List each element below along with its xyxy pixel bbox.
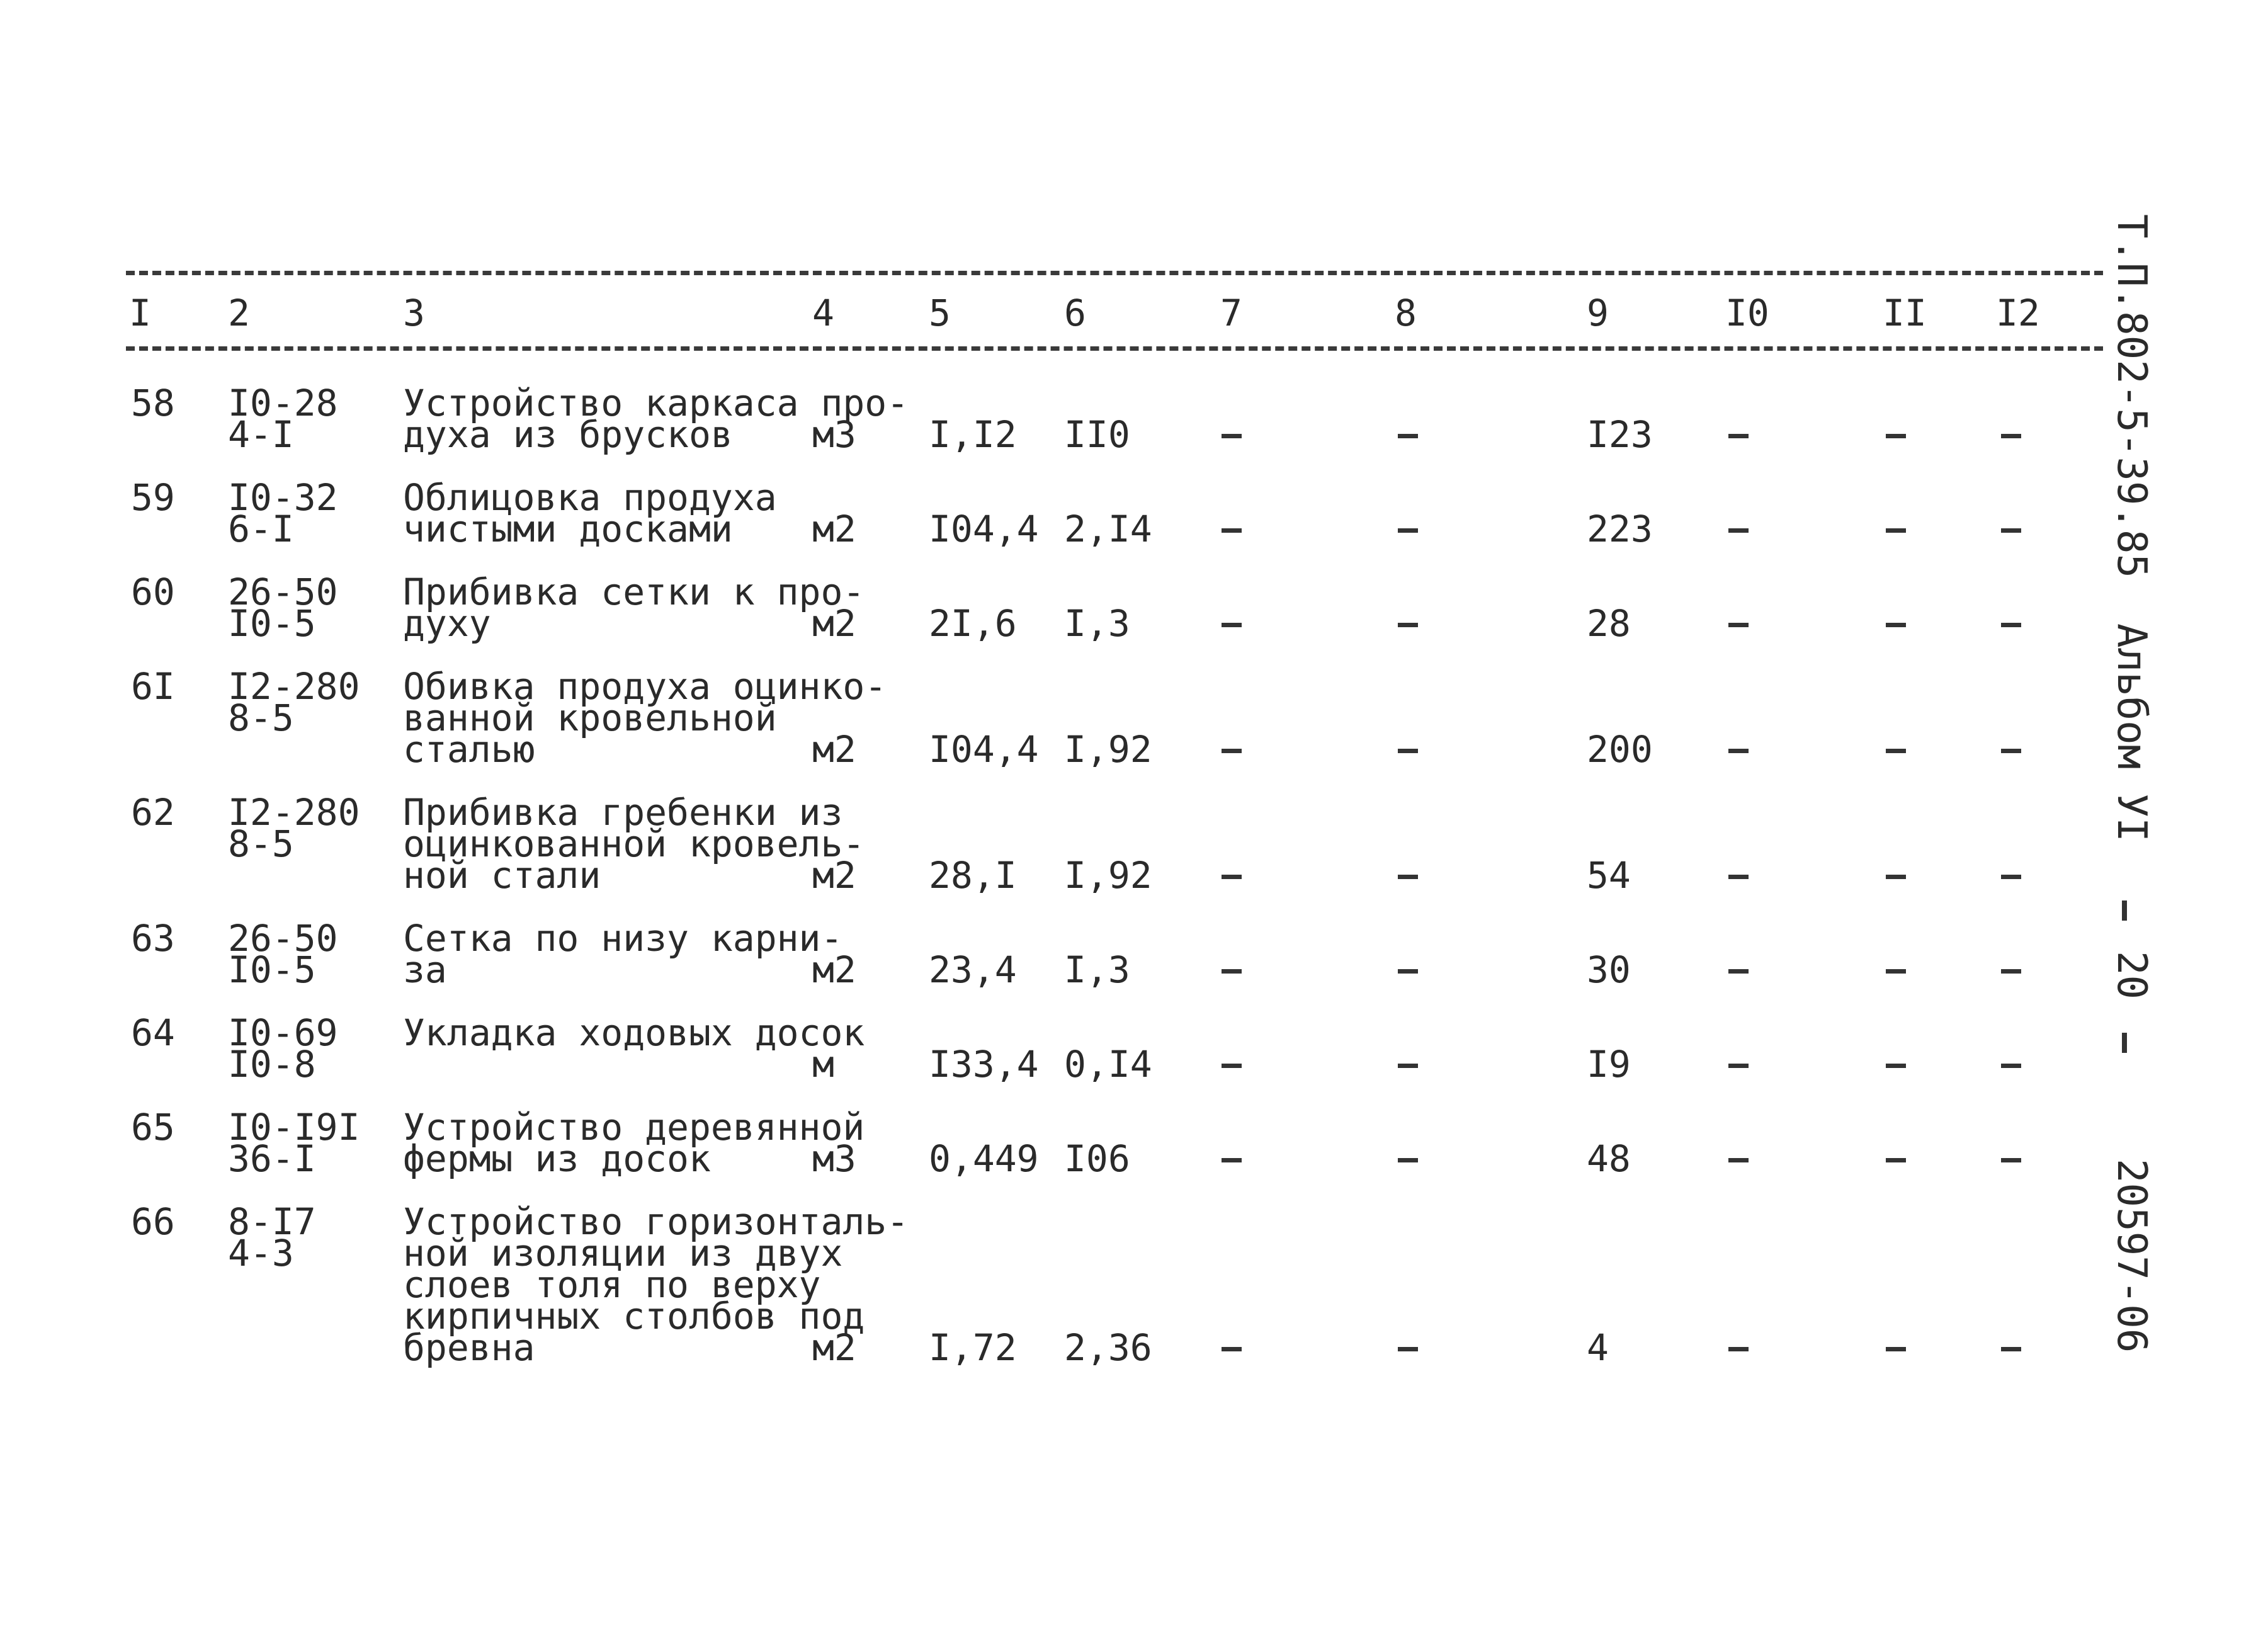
- page-dash-left: [2122, 900, 2127, 921]
- quantity-value: I04,4: [929, 508, 1039, 550]
- col8-dash: [1398, 434, 1418, 438]
- col-header-6: 6: [1064, 292, 1086, 334]
- col11-dash: [1886, 434, 1906, 438]
- row-number: 66: [131, 1200, 175, 1243]
- work-description: Прибивка гребенки из оцинкованной кровель- ной стали: [403, 791, 865, 897]
- row-number: 59: [131, 476, 175, 519]
- col8-dash: [1398, 1064, 1418, 1068]
- col8-dash: [1398, 1158, 1418, 1162]
- rate-value: 2,I4: [1064, 508, 1152, 550]
- col11-dash: [1886, 749, 1906, 753]
- unit-of-measure: м: [812, 1043, 834, 1086]
- col7-dash: [1222, 623, 1242, 627]
- col11-dash: [1886, 528, 1906, 533]
- table-row: [0, 571, 2141, 671]
- col7-dash: [1222, 969, 1242, 974]
- norm-code: 26-50 I0-5: [228, 571, 338, 645]
- col-header-4: 4: [812, 292, 834, 334]
- col10-dash: [1728, 749, 1749, 753]
- unit-of-measure: м2: [812, 728, 856, 771]
- col-header-1: I: [129, 292, 151, 334]
- col12-dash: [2001, 1064, 2021, 1068]
- col8-dash: [1398, 875, 1418, 879]
- quantity-value: I,72: [929, 1326, 1017, 1369]
- col7-dash: [1222, 434, 1242, 438]
- col9-value: 54: [1587, 854, 1631, 897]
- norm-code: I0-28 4-I: [228, 382, 338, 456]
- col9-value: 223: [1587, 508, 1653, 550]
- col7-dash: [1222, 875, 1242, 879]
- quantity-value: I,I2: [929, 413, 1017, 456]
- col11-dash: [1886, 1158, 1906, 1162]
- quantity-value: 0,449: [929, 1137, 1039, 1180]
- unit-of-measure: м2: [812, 602, 856, 645]
- col7-dash: [1222, 749, 1242, 753]
- col8-dash: [1398, 749, 1418, 753]
- work-description: Укладка ходовых досок: [403, 1011, 865, 1054]
- col8-dash: [1398, 528, 1418, 533]
- unit-of-measure: м2: [812, 508, 856, 550]
- work-description: Облицовка продуха чистыми досками: [403, 476, 777, 550]
- norm-code: I0-32 6-I: [228, 476, 338, 550]
- row-number: 58: [131, 382, 175, 424]
- col-header-11: II: [1883, 292, 1927, 334]
- col12-dash: [2001, 528, 2021, 533]
- rate-value: I06: [1064, 1137, 1130, 1180]
- doc-code-label: Т.П.802-5-39.85: [2108, 214, 2155, 578]
- col7-dash: [1222, 1347, 1242, 1351]
- col8-dash: [1398, 969, 1418, 974]
- col10-dash: [1728, 434, 1749, 438]
- table-row: [0, 791, 2141, 897]
- table-row: [0, 1106, 2141, 1206]
- quantity-value: 28,I: [929, 854, 1017, 897]
- col10-dash: [1728, 623, 1749, 627]
- norm-code: I0-69 I0-8: [228, 1011, 338, 1086]
- col9-value: 28: [1587, 602, 1631, 645]
- table-row: [0, 382, 2141, 482]
- col9-value: I23: [1587, 413, 1653, 456]
- col10-dash: [1728, 969, 1749, 974]
- col7-dash: [1222, 1158, 1242, 1162]
- page-number: 20: [2108, 951, 2155, 1000]
- row-number: 6I: [131, 665, 175, 708]
- work-description: Обивка продуха оцинко- ванной кровельной сталью: [403, 665, 887, 771]
- rate-value: II0: [1064, 413, 1130, 456]
- unit-of-measure: м2: [812, 948, 856, 991]
- table-row: [0, 476, 2141, 576]
- col11-dash: [1886, 1064, 1906, 1068]
- col8-dash: [1398, 623, 1418, 627]
- col9-value: 200: [1587, 728, 1653, 771]
- work-description: Устройство горизонталь- ной изоляции из двух слоев толя по верху кирпичных столбов под бревна: [403, 1200, 909, 1369]
- col11-dash: [1886, 969, 1906, 974]
- unit-of-measure: м3: [812, 413, 856, 456]
- work-description: Сетка по низу карни- за: [403, 917, 843, 991]
- col-header-10: I0: [1725, 292, 1769, 334]
- quantity-value: 2I,6: [929, 602, 1017, 645]
- unit-of-measure: м2: [812, 854, 856, 897]
- norm-code: 26-50 I0-5: [228, 917, 338, 991]
- col9-value: I9: [1587, 1043, 1631, 1086]
- header-top-rule: [126, 271, 2103, 275]
- rate-value: I,92: [1064, 854, 1152, 897]
- col-header-5: 5: [929, 292, 951, 334]
- col9-value: 48: [1587, 1137, 1631, 1180]
- col11-dash: [1886, 875, 1906, 879]
- work-description: Прибивка сетки к про- духу: [403, 571, 865, 645]
- col12-dash: [2001, 969, 2021, 974]
- col11-dash: [1886, 1347, 1906, 1351]
- row-number: 62: [131, 791, 175, 834]
- page-dash-right: [2122, 1033, 2127, 1053]
- work-description: Устройство каркаса про- духа из брусков: [403, 382, 909, 456]
- unit-of-measure: м2: [812, 1326, 856, 1369]
- col-header-12: I2: [1996, 292, 2040, 334]
- album-label: Альбом УI: [2108, 623, 2155, 842]
- col12-dash: [2001, 1347, 2021, 1351]
- col12-dash: [2001, 623, 2021, 627]
- col7-dash: [1222, 1064, 1242, 1068]
- quantity-value: I33,4: [929, 1043, 1039, 1086]
- table-row: [0, 917, 2141, 1017]
- col10-dash: [1728, 875, 1749, 879]
- rate-value: 0,I4: [1064, 1043, 1152, 1086]
- col10-dash: [1728, 1064, 1749, 1068]
- quantity-value: I04,4: [929, 728, 1039, 771]
- quantity-value: 23,4: [929, 948, 1017, 991]
- col12-dash: [2001, 875, 2021, 879]
- col-header-2: 2: [228, 292, 250, 334]
- col12-dash: [2001, 1158, 2021, 1162]
- table-row: [0, 665, 2141, 771]
- norm-code: I0-I9I 36-I: [228, 1106, 360, 1180]
- col-header-3: 3: [403, 292, 425, 334]
- rate-value: I,3: [1064, 948, 1130, 991]
- col12-dash: [2001, 434, 2021, 438]
- col10-dash: [1728, 528, 1749, 533]
- col9-value: 4: [1587, 1326, 1609, 1369]
- norm-code: 8-I7 4-3: [228, 1200, 316, 1275]
- col-header-8: 8: [1395, 292, 1417, 334]
- norm-code: I2-280 8-5: [228, 791, 360, 865]
- rate-value: 2,36: [1064, 1326, 1152, 1369]
- table-row: [0, 1011, 2141, 1111]
- col10-dash: [1728, 1347, 1749, 1351]
- row-number: 60: [131, 571, 175, 613]
- rate-value: I,92: [1064, 728, 1152, 771]
- col11-dash: [1886, 623, 1906, 627]
- col9-value: 30: [1587, 948, 1631, 991]
- row-number: 65: [131, 1106, 175, 1149]
- rate-value: I,3: [1064, 602, 1130, 645]
- col-header-9: 9: [1587, 292, 1609, 334]
- col12-dash: [2001, 749, 2021, 753]
- col-header-7: 7: [1220, 292, 1242, 334]
- work-description: Устройство деревянной фермы из досок: [403, 1106, 865, 1180]
- col8-dash: [1398, 1347, 1418, 1351]
- norm-code: I2-280 8-5: [228, 665, 360, 739]
- inventory-number: 20597-06: [2108, 1159, 2155, 1353]
- unit-of-measure: м3: [812, 1137, 856, 1180]
- row-number: 63: [131, 917, 175, 960]
- col7-dash: [1222, 528, 1242, 533]
- row-number: 64: [131, 1011, 175, 1054]
- col10-dash: [1728, 1158, 1749, 1162]
- header-bottom-rule: [126, 346, 2103, 351]
